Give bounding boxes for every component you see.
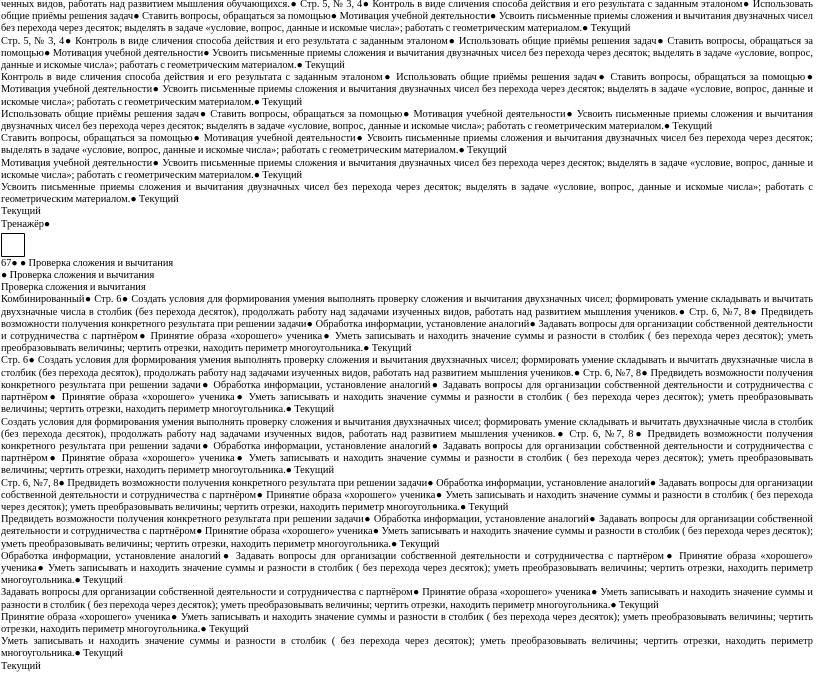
paragraph: Предвидеть возможности получения конкретного результата при решении задачи● Обработка информации, установление аналогий● Задавать вопросы для организации собственной деятельности и сотрудничества с партнёром● Принятие образа «хорошего» ученика● Уметь записывать и находить значение суммы и разности в столбик ( без перехода через десяток); уметь преобразовывать величины; чертить отрезки, находить периметр многоугольника.● Текущий (1, 514, 813, 550)
paragraph: Текущий (1, 660, 41, 672)
paragraph: Использовать общие приёмы решения задач● Ставить вопросы, обращаться за помощью● Мотивация учебной деятельности● Усвоить письменные приемы сложения и вычитания двузначных чисел без перехода через десяток; выделять в задаче «условие, вопрос, данные и искомые числа»; работать с геометрическим материалом.● Текущий (1, 108, 813, 133)
paragraph: Создать условия для формирования умения выполнять проверку сложения и вычитания двухзначных чисел; формировать умение складывать и вычитать двухзначные числа в столбик (без перехода десяток), продолжать работу над задачами изученных видов, работать над развитием мышления учеников.● Стр. 6, №7, 8● Предвидеть возможности получения конкретного результата при решении задачи● Обработка информации, установление аналогий● Задавать вопросы для организации собственной деятельности и сотрудничества с партнёром● Принятие образа «хорошего» ученика● Уметь записывать и находить значение суммы и разности в столбик ( без перехода через десяток); уметь преобразовывать величины; чертить отрезки, находить периметр многоугольника.● Текущий (1, 416, 813, 477)
paragraph: ченных видов, работать над развитием мышления обучающихся.● Стр. 5, № 3, 4● Контроль в виде сличения способа действия и его результата с заданным эталоном● Использовать общие приёмы решения задач● Ставить вопросы, обращаться за помощью● Мотивация учебной деятельности● Усвоить письменные приемы сложения и вычитания двузначных чисел без перехода через десяток; выделять в задаче «условие, вопрос, данные и искомые числа»; работать с геометрическим материалом.● Текущий (1, 0, 813, 35)
paragraph: Стр. 6● Создать условия для формирования умения выполнять проверку сложения и вычитания двухзначных чисел; формировать умение складывать и вычитать двухзначные числа в столбик (без перехода десяток), продолжать работу над задачами изученных видов, работать над развитием мышления учеников.● Стр. 6, №7, 8● Предвидеть возможности получения конкретного результата при решении задачи● Обработка информации, установление аналогий● Задавать вопросы для организации собственной деятельности и сотрудничества с партнёром● Принятие образа «хорошего» ученика● Уметь записывать и находить значение суммы и разности в столбик ( без перехода через десяток); уметь преобразовывать величины; чертить отрезки, находить периметр многоугольника.● Текущий (1, 355, 813, 416)
paragraph: Усвоить письменные приемы сложения и вычитания двузначных чисел без перехода через десяток; выделять в задаче «условие, вопрос, данные и искомые числа»; работать с геометрическим материалом.● Текущий (1, 182, 813, 206)
paragraph: Ставить вопросы, обращаться за помощью● Мотивация учебной деятельности● Усвоить письменные приемы сложения и вычитания двузначных чисел без перехода через десяток; выделять в задаче «условие, вопрос, данные и искомые числа»; работать с геометрическим материалом.● Текущий (1, 133, 813, 157)
paragraph: Задавать вопросы для организации собственной деятельности и сотрудничества с партнёром● Принятие образа «хорошего» ученика● Уметь записывать и находить значение суммы и разности в столбик ( без перехода через десяток); уметь преобразовывать величины; чертить отрезки, находить периметр многоугольника.● Текущий (1, 587, 813, 611)
paragraph: Проверка сложения и вычитания (1, 282, 146, 294)
paragraph: Мотивация учебной деятельности● Усвоить письменные приемы сложения и вычитания двузначных чисел без перехода через десяток; выделять в задаче «условие, вопрос, данные и искомые числа»; работать с геометрическим материалом.● Текущий (1, 157, 813, 181)
paragraph: Стр. 6, №7, 8● Предвидеть возможности получения конкретного результата при решении задачи● Обработка информации, установление аналогий● Задавать вопросы для организации собственной деятельности и сотрудничества с партнёром● Принятие образа «хорошего» ученика● Уметь записывать и находить значение суммы и разности в столбик ( без перехода через десяток); уметь преобразовывать величины; чертить отрезки, находить периметр многоугольника.● Текущий (1, 477, 813, 513)
paragraph: Стр. 5, № 3, 4● Контроль в виде сличения способа действия и его результата с заданным эталоном● Использовать общие приёмы решения задач● Ставить вопросы, обращаться за помощью● Мотивация учебной деятельности● Усвоить письменные приемы сложения и вычитания двузначных чисел без перехода через десяток; выделять в задаче «условие, вопрос, данные и искомые числа»; работать с геометрическим материалом.● Текущий (1, 35, 813, 72)
paragraph: Текущий (1, 206, 41, 218)
paragraph: 67● ● Проверка сложения и вычитания (1, 257, 174, 269)
paragraph: Принятие образа «хорошего» ученика● Уметь записывать и находить значение суммы и разности в столбик ( без перехода через десяток); уметь преобразовывать величины; чертить отрезки, находить периметр многоугольника.● Текущий (1, 611, 813, 635)
empty-image-box (1, 233, 25, 257)
paragraph: Обработка информации, установление аналогий● Задавать вопросы для организации собственной деятельности и сотрудничества с партнёром● Принятие образа «хорошего» ученика● Уметь записывать и находить значение суммы и разности в столбик ( без перехода через десяток); уметь преобразовывать величины; чертить отрезки, находить периметр многоугольника.● Текущий (1, 550, 813, 587)
paragraph: Контроль в виде сличения способа действия и его результата с заданным эталоном● Использовать общие приёмы решения задач● Ставить вопросы, обращаться за помощью● Мотивация учебной деятельности● Усвоить письменные приемы сложения и вычитания двузначных чисел без перехода через десяток; выделять в задаче «условие, вопрос, данные и искомые числа»; работать с геометрическим материалом.● Текущий (1, 72, 813, 108)
trainer-label: Тренажёр● (1, 218, 51, 230)
document-body (1, 0, 813, 673)
paragraph: Комбинированный● Стр. 6● Создать условия для формирования умения выполнять проверку сложения и вычитания двухзначных чисел; формировать умение складывать и вычитать двухзначные числа в столбик (без перехода десяток), продолжать работу над задачами изученных видов, работать над развитием мышления учеников.● Стр. 6, №7, 8● Предвидеть возможности получения конкретного результата при решении задачи● Обработка информации, установление аналогий● Задавать вопросы для организации собственной деятельности и сотрудничества с партнёром● Принятие образа «хорошего» ученика● Уметь записывать и находить значение суммы и разности в столбик ( без перехода через десяток); уметь преобразовывать величины; чертить отрезки, находить периметр многоугольника.● Текущий (1, 294, 813, 355)
paragraph: Уметь записывать и находить значение суммы и разности в столбик ( без перехода через десяток); уметь преобразовывать величины; чертить отрезки, находить периметр многоугольника.● Текущий (1, 636, 813, 660)
paragraph: ● Проверка сложения и вычитания (1, 270, 155, 282)
